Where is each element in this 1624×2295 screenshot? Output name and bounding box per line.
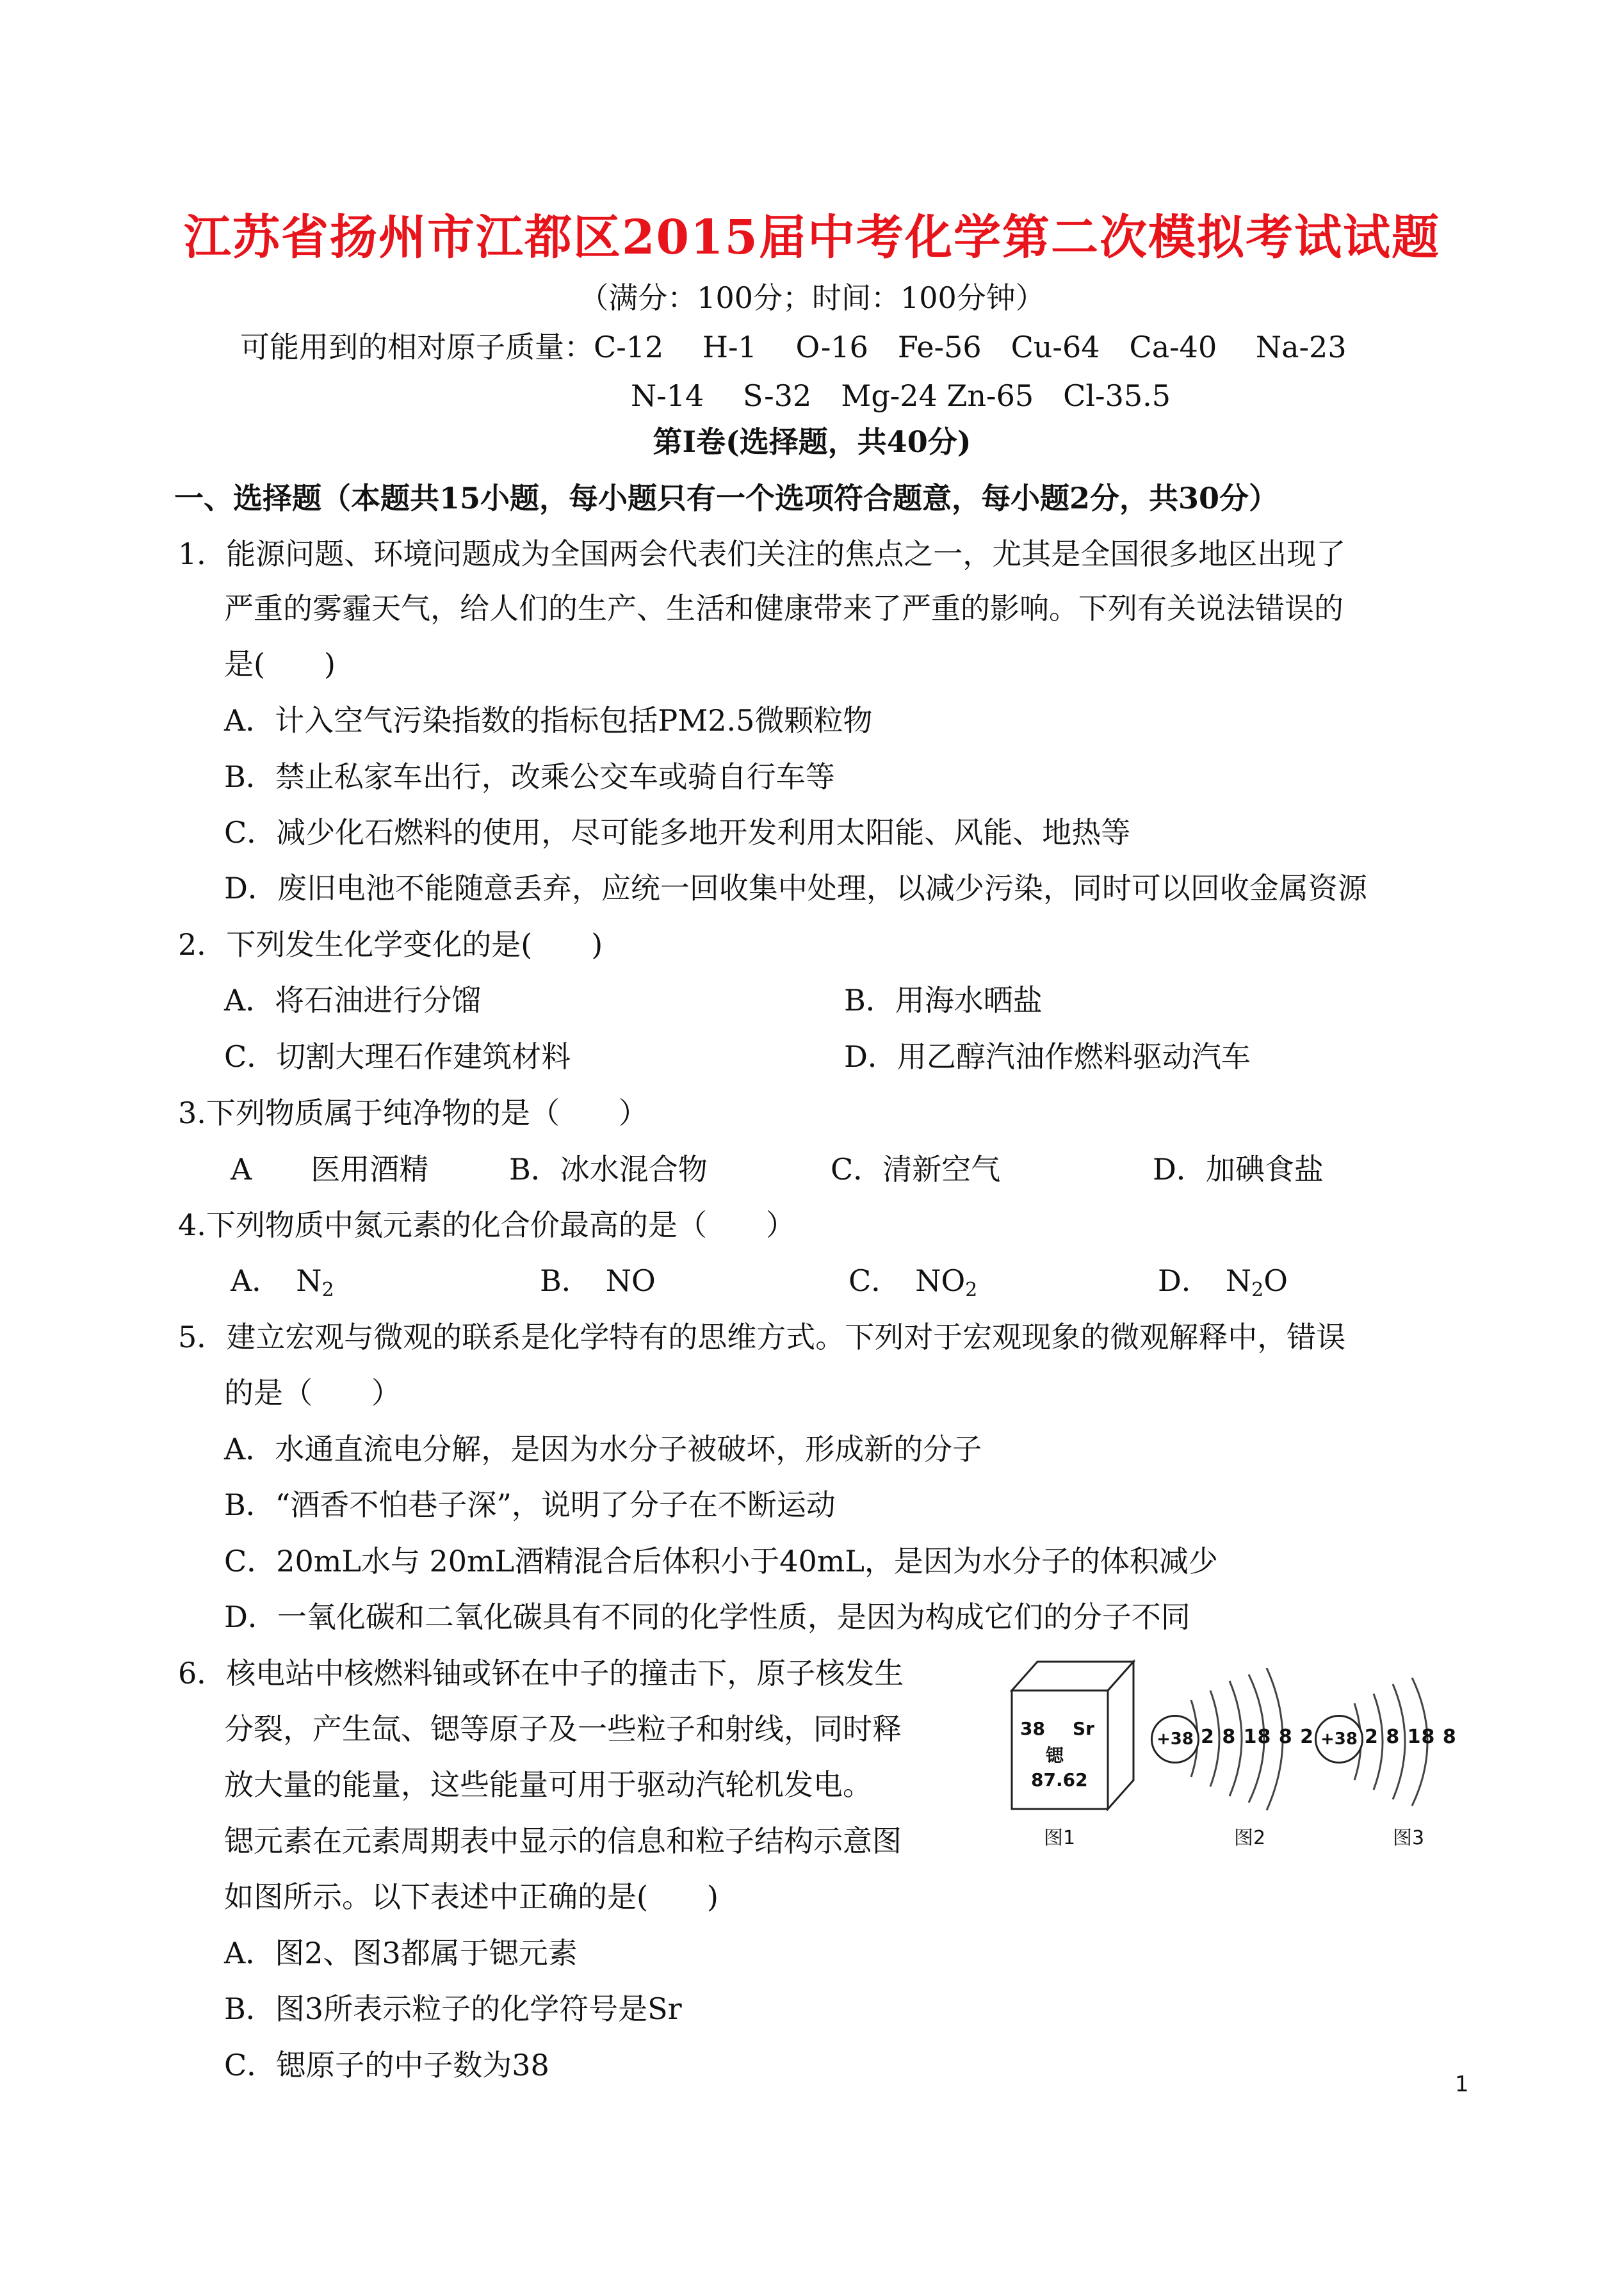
q1-option-d: D．废旧电池不能随意丢弃，应统一回收集中处理，以减少污染，同时可以回收金属资源: [224, 871, 1367, 905]
q6-stem-3: 放大量的能量，这些能量可用于驱动汽轮机发电。: [224, 1767, 872, 1802]
q6-stem-5: 如图所示。以下表述中正确的是( ): [224, 1879, 719, 1914]
q2-option-a: A．将石油进行分馏: [224, 983, 482, 1018]
strontium-figure: [1009, 1655, 1476, 1860]
q4-option-d: D． $N_2O$: [1158, 1263, 1288, 1301]
q4-option-a: A． $N_2$: [231, 1263, 334, 1301]
q6-stem-4: 锶元素在元素周期表中显示的信息和粒子结构示意图: [224, 1824, 902, 1858]
q2-option-b: B．用海水晒盐: [844, 983, 1043, 1018]
element-name: 锶: [1046, 1745, 1064, 1766]
q2-stem: 2．下列发生化学变化的是( ): [178, 927, 603, 962]
q3-option-b: B．冰水混合物: [509, 1152, 708, 1187]
fig3-caption: 图3: [1393, 1827, 1425, 1849]
atomic-number: 38: [1020, 1718, 1045, 1739]
q2-option-d: D．用乙醇汽油作燃料驱动汽车: [844, 1039, 1251, 1074]
q5-option-a: A．水通直流电分解，是因为水分子被破坏，形成新的分子: [224, 1432, 982, 1466]
q4-option-b: B． NO: [540, 1263, 656, 1298]
q5-stem-2: 的是（ ）: [224, 1375, 401, 1410]
fig3-nucleus: +38: [1315, 1715, 1363, 1764]
q6-stem-2: 分裂，产生氙、锶等原子及一些粒子和射线，同时释: [224, 1712, 902, 1746]
fig2-shell-electrons: 2 8 18 8 2: [1201, 1726, 1315, 1748]
q1-option-a: A．计入空气污染指数的指标包括PM2.5微颗粒物: [224, 703, 873, 738]
fig2-nucleus: +38: [1151, 1715, 1199, 1764]
q6-option-a: A．图2、图3都属于锶元素: [224, 1936, 578, 1970]
fig3-shell-electrons: 2 8 18 8: [1365, 1726, 1457, 1748]
score-time: （满分：100分；时间：100分钟）: [579, 280, 1045, 315]
atomic-mass: 87.62: [1031, 1769, 1088, 1790]
q5-stem-1: 5．建立宏观与微观的联系是化学特有的思维方式。下列对于宏观现象的微观解释中，错误: [178, 1320, 1346, 1354]
q5-option-d: D．一氧化碳和二氧化碳具有不同的化学性质，是因为构成它们的分子不同: [224, 1600, 1190, 1634]
element-symbol: Sr: [1073, 1718, 1094, 1739]
atomic-mass-line-1: 可能用到的相对原子质量：C-12 H-1 O-16 Fe-56 Cu-64 Ca-40 Na-23: [240, 330, 1347, 364]
q3-option-a: A 医用酒精: [231, 1152, 429, 1187]
page-number: 1: [1455, 2072, 1469, 2097]
fig2-caption: 图2: [1234, 1827, 1266, 1849]
fig1-caption: 图1: [1044, 1827, 1076, 1849]
q1-stem-2: 严重的雾霾天气，给人们的生产、生活和健康带来了严重的影响。下列有关说法错误的: [224, 591, 1344, 626]
q6-stem-1: 6．核电站中核燃料铀或钚在中子的撞击下，原子核发生: [178, 1656, 904, 1691]
q5-option-c: C．20mL水与 20mL酒精混合后体积小于40mL，是因为水分子的体积减少: [224, 1544, 1218, 1578]
document-title: 江苏省扬州市江都区2015届中考化学第二次模拟考试试题: [184, 210, 1440, 265]
section1-heading: 一、选择题（本题共15小题，每小题只有一个选项符合题意，每小题2分，共30分）: [174, 481, 1279, 515]
q4-stem: 4.下列物质中氮元素的化合价最高的是（ ）: [178, 1208, 795, 1242]
q1-option-c: C．减少化石燃料的使用，尽可能多地开发利用太阳能、风能、地热等: [224, 815, 1131, 850]
q2-option-c: C．切割大理石作建筑材料: [224, 1039, 571, 1074]
q3-option-c: C．清新空气: [831, 1152, 1001, 1187]
q5-option-b: B．“酒香不怕巷子深”，说明了分子在不断运动: [224, 1488, 836, 1522]
q1-stem-1: 1．能源问题、环境问题成为全国两会代表们关注的焦点之一，尤其是全国很多地区出现了: [178, 537, 1346, 571]
q4-option-c: C． $NO_2$: [849, 1263, 978, 1301]
q3-stem: 3.下列物质属于纯净物的是（ ）: [178, 1096, 648, 1130]
q6-option-b: B．图3所表示粒子的化学符号是Sr: [224, 1991, 682, 2026]
q6-option-c: C．锶原子的中子数为38: [224, 2048, 549, 2082]
q3-option-d: D．加碘食盐: [1153, 1152, 1324, 1187]
atomic-mass-line-2: N-14 S-32 Mg-24 Zn-65 Cl-35.5: [631, 378, 1171, 413]
q1-stem-3: 是( ): [224, 647, 336, 681]
part1-heading: 第Ⅰ卷(选择题，共40分): [653, 425, 971, 459]
q1-option-b: B．禁止私家车出行，改乘公交车或骑自行车等: [224, 759, 835, 794]
